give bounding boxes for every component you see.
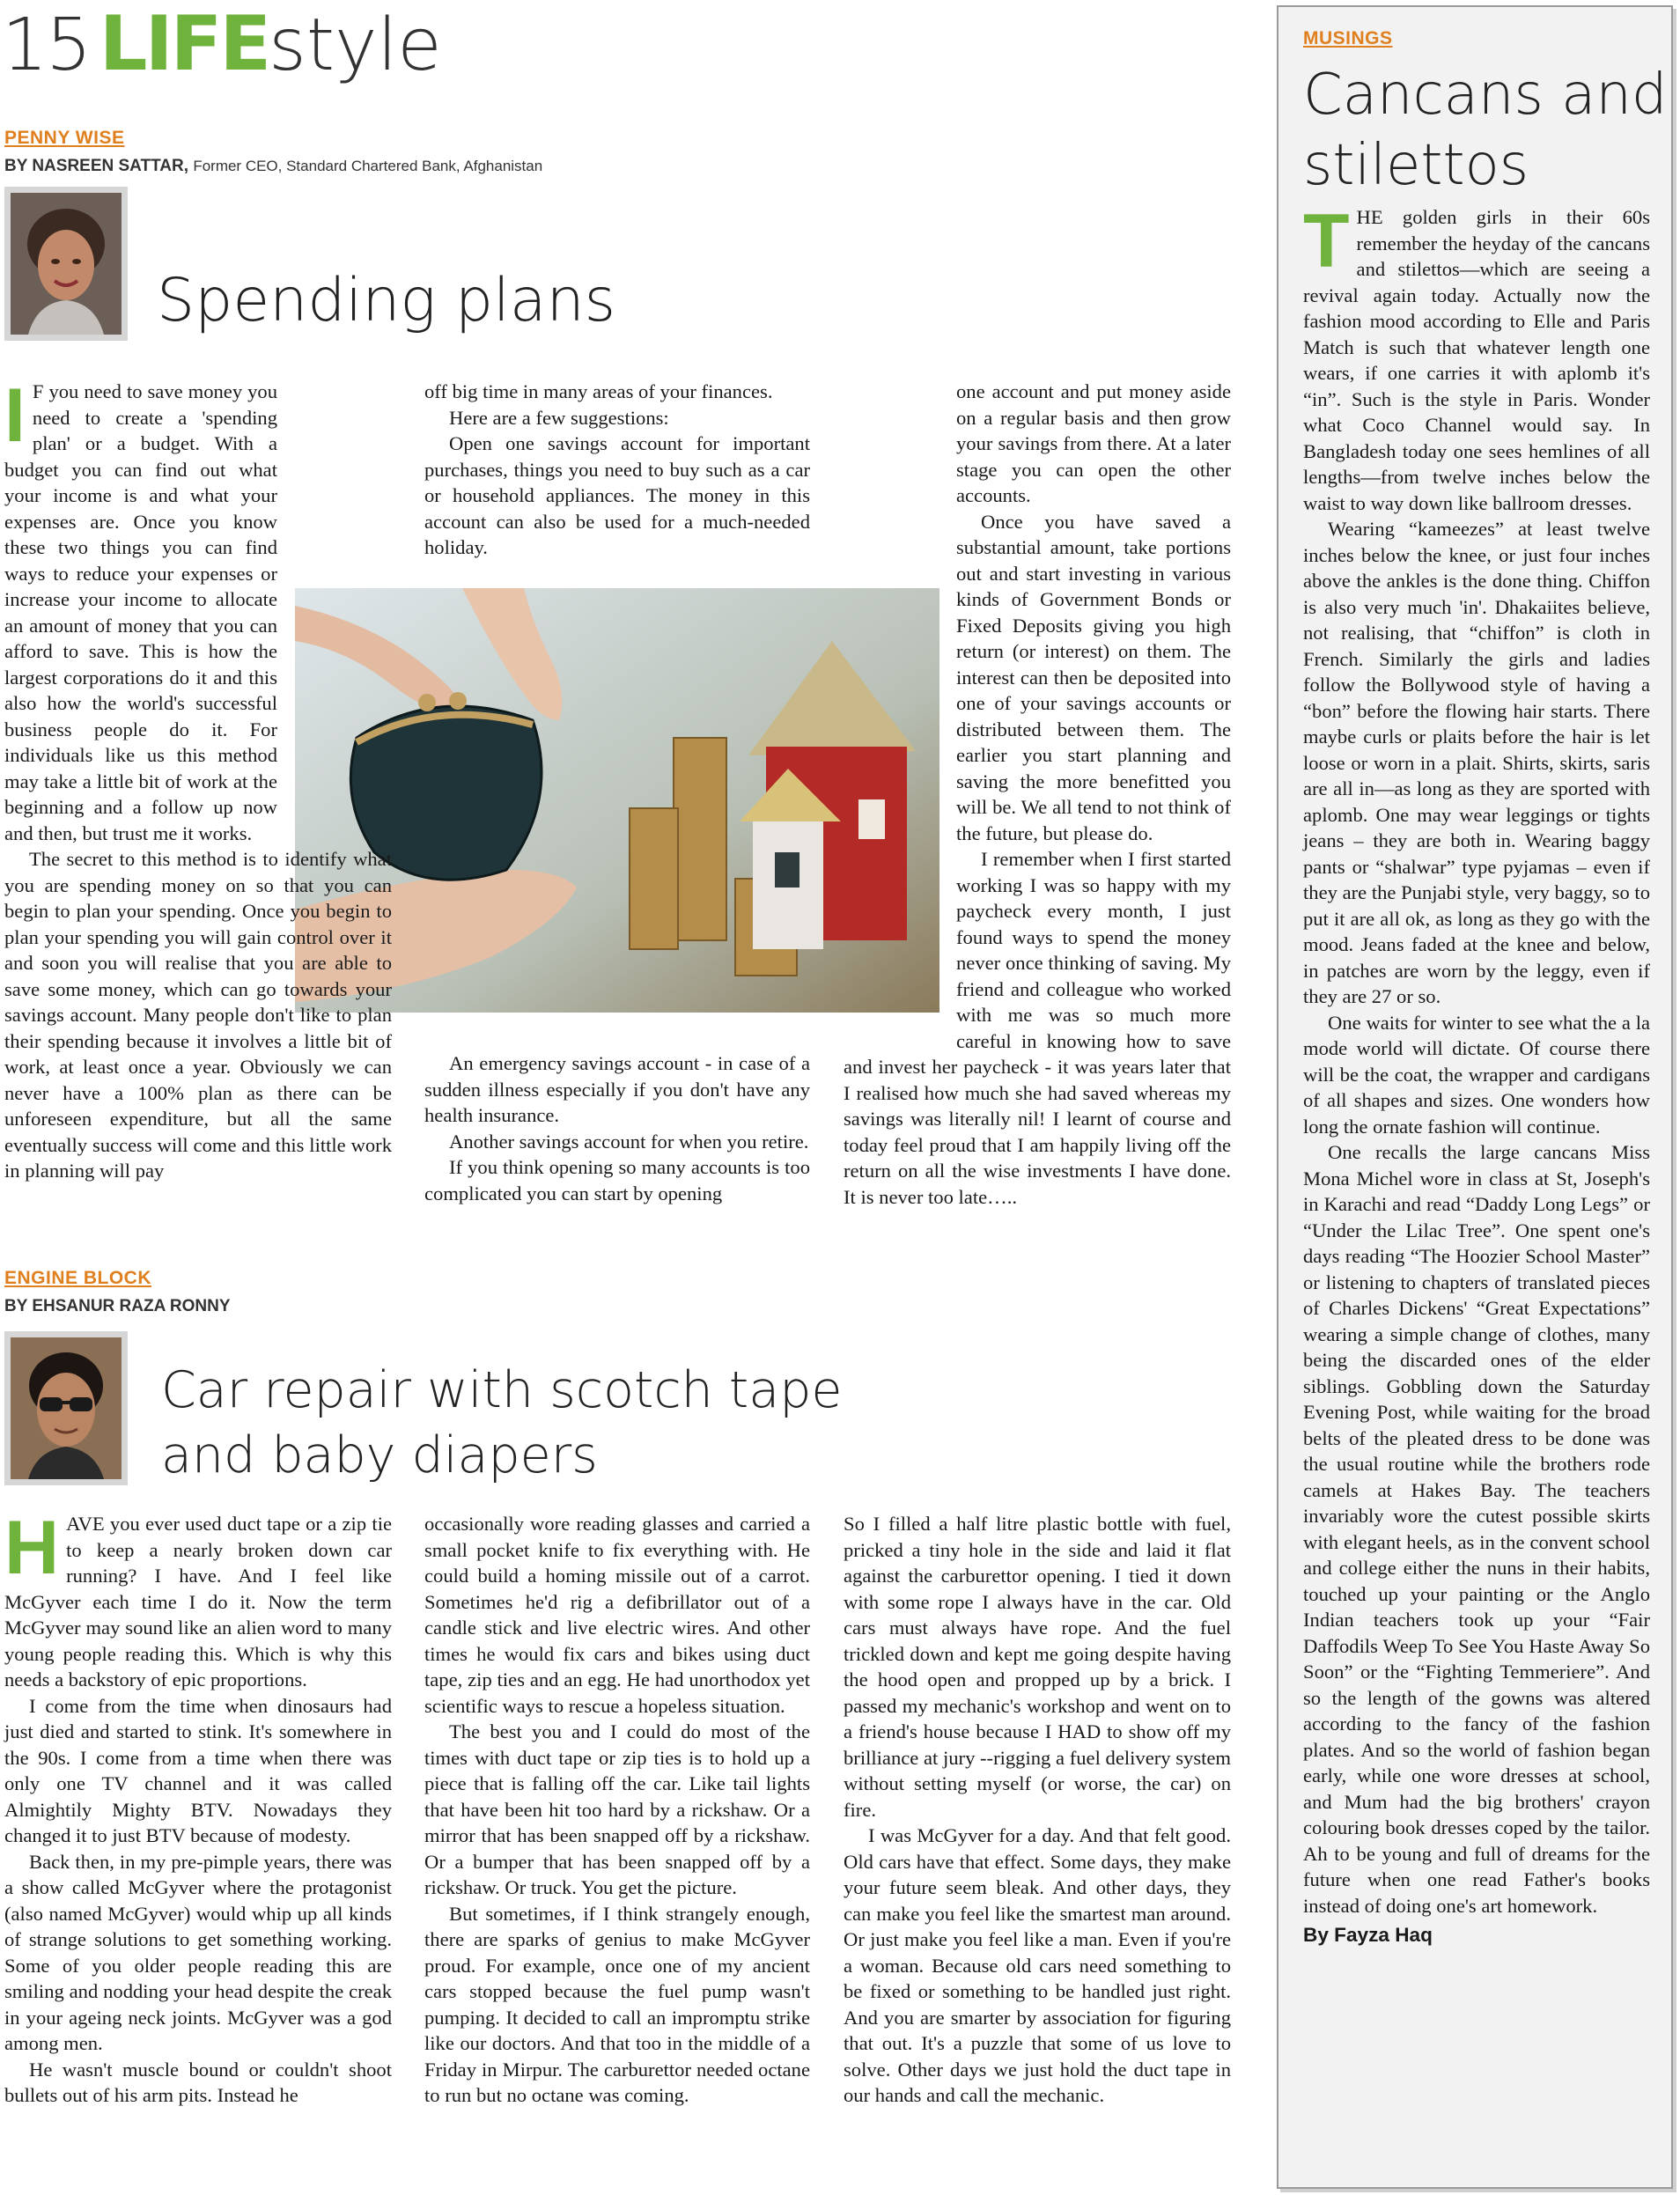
penny-headline: Spending plans — [157, 266, 616, 335]
musings-drop-cap: T — [1303, 199, 1350, 284]
penny-column-2a — [424, 379, 810, 561]
penny-column-2b — [424, 1050, 810, 1206]
penny-col3-p2: Once you have saved a substantial amount, take portions out and start investing in various kinds of Government Bonds or Fixed Deposits giving you high return (or interest) on them. The interest can then be deposited into one of your savings accounts or distributed between them. The earlier you start planning and saving the more benefitted you will be. We all tend to not think of the future, but please do. — [956, 510, 1231, 844]
engine-col2-p2: The best you and I could do most of the times with duct tape or zip ties is to hold up a piece that is falling off the car. Like tail lights that have been hit too hard by a rickshaw. Or a mirror that has been snapped off by a rickshaw. Or a bumper that has been snapped off by a rickshaw. Or truck. You get the picture. — [424, 1720, 810, 1898]
penny-author-role: Former CEO, Standard Chartered Bank, Afghanistan — [193, 158, 543, 174]
musings-headline-line2: stilettos — [1303, 133, 1529, 198]
engine-col1-p4: He wasn't muscle bound or couldn't shoot bullets out of his arm pits. Instead he — [4, 2058, 392, 2106]
penny-col1-p2: The secret to this method is to identify what you are spending money on so that you can begin to plan your spending. Once you begin to plan your spending you will gain control over it and soon you will realise that you are able to save some money, which can go towards your savings account. Many people don't like to plan their spending because it involves a little bit of work, at least once a year. Obviously we can never have a 100% plan as there can be unforeseen expenditure, but all the same eventually success will come and this little work in planning will pay — [4, 848, 392, 1182]
penny-column-3 — [844, 379, 1231, 1210]
engine-headline-line2: and baby diapers — [161, 1426, 598, 1484]
penny-col2-p6: If you think opening so many accounts is too complicated you can start by opening — [424, 1156, 810, 1204]
section-style: style — [269, 4, 442, 87]
penny-col2-p1: off big time in many areas of your finances. — [424, 380, 773, 402]
penny-author: BY NASREEN SATTAR, — [4, 157, 189, 175]
penny-drop-cap: I — [4, 373, 26, 458]
penny-col3-p3: I remember when I first started working I was so happy with my paycheck every month, I just found ways to spend the money never once thinking of saving. My friend and colleague who worked with me was so much more careful in knowing how to save and invest her paycheck - it was years later that I realised how much she had saved whereas my savings was literally nil! I learnt of course and today feel proud that I am happily living off the return on all the wise investments I have done. It is never too late….. — [844, 848, 1231, 1208]
penny-col3-p1: one account and put money aside on a regular basis and then grow your savings from there. At a later stage you can open the other accounts. — [956, 380, 1231, 506]
musings-sidebar — [1277, 5, 1673, 2189]
engine-headline — [161, 1358, 842, 1488]
penny-author-photo — [4, 187, 128, 341]
penny-col2-p3: Open one savings account for important purchases, things you need to buy such as a car or household appliances. The money in this account can also be used for a much-needed holiday. — [424, 432, 810, 558]
musings-p4: One recalls the large cancans Miss Mona Michel wore in class at St, Joseph's in Karachi and read “Daddy Long Legs” or “Under the Lilac Tree”. One spent one's days reading “The Hoozier School Master” or listening to chapters of translated pieces of Charles Dickens' “Great Expectations” wearing a simple change of clothes, many being the discarded ones of the elder siblings. Gobbling down the Saturday Evening Post, while waiting for the broad belts of the pleated dress to be done was the usual routine while the brothers rode camels at Hakes Bay. The teachers invariably wore the cutest possible skirts with elegant heels, as in the convent school and college either the nuns in their habits, touched up your painting or the Anglo Indian teachers took up your “Fair Daffodils Weep To See You Haste Away So Soon” or the “Fighting Temmeriere”. And so the length of the gowns was altered according to the fancy of the fashion plates. And so the world of fashion began early, while one wore dresses at school, and Mum had the big brothers' crayon colouring book dresses coped by the tailor. Ah to be young and full of dreams for the future when one read Father's books instead of doing one's art homework. — [1303, 1141, 1650, 1917]
musings-p2: Wearing “kameezes” at least twelve inches below the knee, or just four inches above the ankles is the done thing. Chiffon is also very much 'in'. Dhakaiites believe, not realising, that “chiffon” is cloth in French. Similarly the girls and ladies follow the Bollywood style of having a “bon” before the flowing hair starts. There maybe curls or plaits before the hair is let loose or worn in a plait. Shirts, skirts, saris are all in—as long as they are sported with aplomb. One may wear leggings or tights jeans – they are both in. Wearing baggy pants or “shalwar” type pyjamas – even if they are the Punjabi style, very baggy, so to put it are all ok, as long as they go with the mood. Jeans faded at the knee and below, in patches are worn by the leggy, even if they are 27 or so. — [1303, 518, 1650, 1007]
engine-col1-p2: I come from the time when dinosaurs had just died and started to stink. It's somewhere in the 90s. I come from a time when there was only one TV channel and it was called Almightily Mighty BTV. Nowadays they changed it to just BTV because of modesty. — [4, 1694, 392, 1846]
page-number: 15 — [2, 4, 91, 87]
engine-col1-p1: AVE you ever used duct tape or a zip tie to keep a nearly broken down car running? I have. And I feel like McGyver each time I do it. Now the term McGyver may sound like an alien word to many young people reading this. Which is why this needs a backstory of epic proportions. — [4, 1513, 392, 1690]
musings-headline — [1303, 60, 1668, 201]
penny-kicker: PENNY WISE — [4, 128, 125, 148]
engine-headline-line1: Car repair with scotch tape — [161, 1361, 843, 1419]
penny-column-1 — [4, 373, 392, 1184]
penny-col1-p1: F you need to save money you need to create a 'spending plan' or a budget. With a budget you can find out what your income is and what your expenses are. Once you know these two things you can find ways to reduce your expenses or increase your income to allocate an amount of money that you can afford to save. This is how the largest corporations do it and this also how the world's successful business people do it. For individuals like us this method may take a little bit of work at the beginning and a follow up now and then, but trust me it works. — [4, 380, 277, 844]
penny-col2-p2: Here are a few suggestions: — [449, 406, 669, 429]
engine-column-3 — [844, 1511, 1231, 2109]
engine-kicker: ENGINE BLOCK — [4, 1268, 152, 1288]
section-life: LIFE — [99, 0, 269, 88]
engine-col1-p3: Back then, in my pre-pimple years, there was a show called McGyver where the protagonist (also named McGyver) would whip up all kinds of strange solutions to get something working. Some of you older people reading this are smiling and nodding your head despite the creak in your ageing neck joints. McGyver was a god among men. — [4, 1850, 392, 2054]
engine-col3-p2: I was McGyver for a day. And that felt good. Old cars have that effect. Some days, they make your future seem bleak. And other days, they can make you feel like the smartest man around. Or just make you feel like a man. Even if you're a woman. Because old cars need something to be fixed or something to be handled just right. And you are smarter by association for figuring that out. It's a puzzle that some of us love to solve. Other days we just hold the duct tape in our hands and call the mechanic. — [844, 1824, 1231, 2106]
penny-byline — [4, 157, 542, 176]
musings-signoff: By Fayza Haq — [1303, 1924, 1433, 1946]
engine-column-2 — [424, 1511, 810, 2109]
penny-col2-p4: An emergency savings account - in case of a sudden illness especially if you don't have any health insurance. — [424, 1052, 810, 1126]
engine-author-photo — [4, 1331, 128, 1485]
penny-col2-p5: Another savings account for when you retire. — [449, 1130, 809, 1153]
musings-column — [1303, 199, 1650, 1948]
engine-drop-cap: H — [4, 1506, 60, 1590]
engine-col2-p1: occasionally wore reading glasses and carried a small pocket knife to fix everything with. He could build a homing missile out of a carrot. Sometimes he'd rig a defibrillator out of a candle stick and live electric wires. And other times he would fix cars and bikes using duct tape, zip ties and an egg. He had unorthodox yet scientific ways to rescue a hopeless situation. — [424, 1513, 810, 1717]
musings-kicker: MUSINGS — [1303, 28, 1393, 48]
musings-headline-line1: Cancans and — [1303, 63, 1668, 128]
image-wrap-spacer — [844, 561, 956, 1036]
image-wrap-spacer — [277, 565, 392, 817]
page-masthead — [2, 0, 442, 97]
engine-col2-p3: But sometimes, if I think strangely enough, there are sparks of genius to make McGyver proud. For example, once one of my ancient cars stopped because the fuel pump wasn't pumping. It decided to call an impromptu strike like our doctors. And that too in the middle of a Friday in Mirpur. The carburettor needed octane to run but no octane was coming. — [424, 1902, 810, 2106]
engine-col3-p1: So I filled a half litre plastic bottle with fuel, pricked a tiny hole in the side and laid it flat against the carburettor opening. I tied it down with some rope I always have in the car. Old cars must always have rope. And the fuel trickled down and kept me going despite having the hood open and propped up by a brick. I passed my mechanic's workshop and went on to a friend's house because I HAD to show off my brilliance at jury --rigging a fuel delivery system without setting myself (or worse, the car) on fire. — [844, 1513, 1231, 1821]
musings-p1: HE golden girls in their 60s remember the heyday of the cancans and stilettos—which are seeing a revival again today. Actually now the fashion mood according to Elle and Paris Match is such that whatever length one wears, if one carries it with aplomb it's “in”. Such is the style in Paris. Wonder what Coco Channel would say. In Bangladesh today one sees hemlines of all lengths—from twelve inches below the waist to way down like ballroom dresses. — [1303, 206, 1650, 514]
author-portrait-image — [11, 193, 122, 335]
engine-column-1 — [4, 1506, 392, 2109]
author-portrait-image — [11, 1337, 122, 1479]
musings-p3: One waits for winter to see what the a la mode world will dictate. Of course there will be the coat, the wrapper and cardigans of all shapes and sizes. One wonders how long the ornate fashion will continue. — [1303, 1011, 1650, 1138]
engine-byline: BY EHSANUR RAZA RONNY — [4, 1297, 231, 1315]
